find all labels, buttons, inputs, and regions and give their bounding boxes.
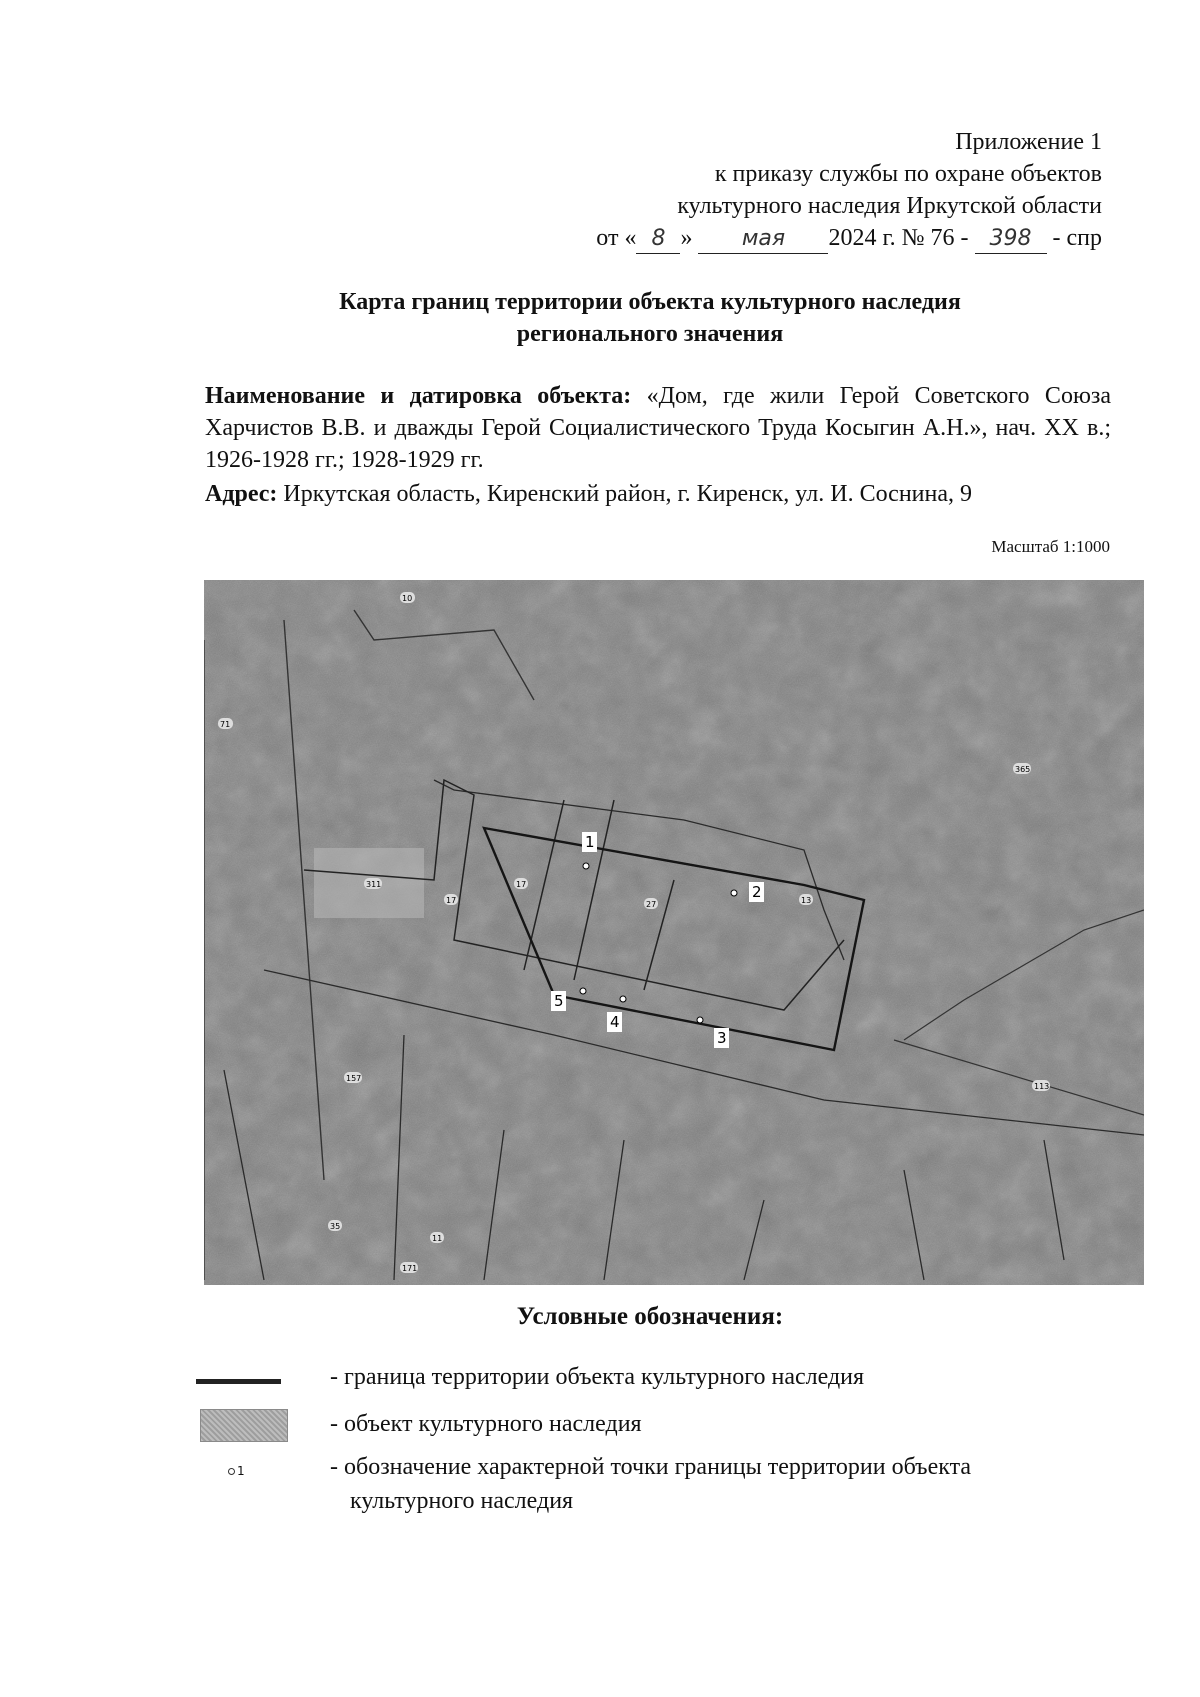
legend-point-symbol-label: 1 xyxy=(237,1464,245,1478)
title-line-1: Карта границ территории объекта культурного наследия xyxy=(339,289,961,315)
parcel-label-311: 311 xyxy=(366,880,382,889)
object-description xyxy=(205,380,1111,476)
parcel-label-11: 11 xyxy=(432,1234,443,1243)
point-label-1: 1 xyxy=(585,833,595,851)
object-text: «Дом, где жили Герой Советского Союза Харчистов В.В. и дважды Герой Социалистического Труда Косыгин А.Н.», нач. XX в.; 1926-1928 гг.; 1928-1929 гг. xyxy=(205,383,1112,473)
legend-boundary-symbol xyxy=(196,1379,281,1384)
legend-point-symbol xyxy=(228,1464,245,1478)
date-mid: » xyxy=(680,225,693,251)
legend-object-text: - объект культурного наследия xyxy=(330,1411,642,1437)
parcel-label-13: 13 xyxy=(801,896,812,905)
legend-title: Условные обозначения: xyxy=(516,1303,784,1330)
parcel-label-365: 365 xyxy=(1015,765,1031,774)
legend-point-line-2: культурного наследия xyxy=(350,1488,574,1514)
legend-boundary-text: - граница территории объекта культурного наследия xyxy=(330,1364,865,1390)
legend-point-text xyxy=(330,1450,971,1518)
boundary-point-4-marker xyxy=(620,996,626,1002)
address-label: Адрес: xyxy=(205,481,278,507)
point-dot-icon xyxy=(228,1468,235,1475)
appendix-date-line xyxy=(482,222,1102,254)
address xyxy=(205,478,972,510)
boundary-point-3-marker xyxy=(697,1017,703,1023)
parcel-label-27: 27 xyxy=(646,900,657,909)
date-year-text: 2024 г. № 76 - xyxy=(828,225,969,251)
point-label-2: 2 xyxy=(752,883,762,901)
point-label-3: 3 xyxy=(717,1029,727,1047)
parcel-label-17b: 17 xyxy=(516,880,527,889)
map-image xyxy=(204,580,1144,1285)
point-label-5: 5 xyxy=(554,992,564,1010)
order-number-field: 398 xyxy=(975,227,1047,254)
legend-point-line-1: - обозначение характерной точки границы территории объекта xyxy=(330,1454,972,1480)
boundary-point-2-marker xyxy=(731,890,737,896)
title-line-2: регионального значения xyxy=(516,321,784,347)
appendix-header xyxy=(482,126,1102,254)
parcel-label-10: 10 xyxy=(402,594,413,603)
order-suffix: - спр xyxy=(1052,225,1102,251)
parcel-label-17a: 17 xyxy=(446,896,457,905)
appendix-line-3: культурного наследия Иркутской области xyxy=(677,193,1102,219)
date-month-field: мая xyxy=(698,227,828,254)
date-prefix: от « xyxy=(596,225,637,251)
object-label: Наименование и датировка объекта: xyxy=(205,383,632,409)
map-grain xyxy=(204,580,1144,1285)
legend-object-symbol xyxy=(200,1409,288,1442)
parcel-label-71: 71 xyxy=(220,720,231,729)
map-svg xyxy=(204,580,1144,1285)
parcel-label-35: 35 xyxy=(330,1222,341,1231)
date-day-field: 8 xyxy=(636,227,680,254)
parcel-label-171: 171 xyxy=(402,1264,418,1273)
parcel-label-113: 113 xyxy=(1034,1082,1050,1091)
document-title xyxy=(200,286,1100,350)
boundary-point-5-marker xyxy=(580,988,586,994)
appendix-line-1: Приложение 1 xyxy=(955,129,1102,155)
map-scale: Масштаб 1:1000 xyxy=(991,537,1110,556)
boundary-point-1-marker xyxy=(583,863,589,869)
parcel-label-157: 157 xyxy=(346,1074,362,1083)
address-text: Иркутская область, Киренский район, г. Киренск, ул. И. Соснина, 9 xyxy=(283,481,973,507)
appendix-line-2: к приказу службы по охране объектов xyxy=(714,161,1102,187)
point-label-4: 4 xyxy=(610,1013,620,1031)
